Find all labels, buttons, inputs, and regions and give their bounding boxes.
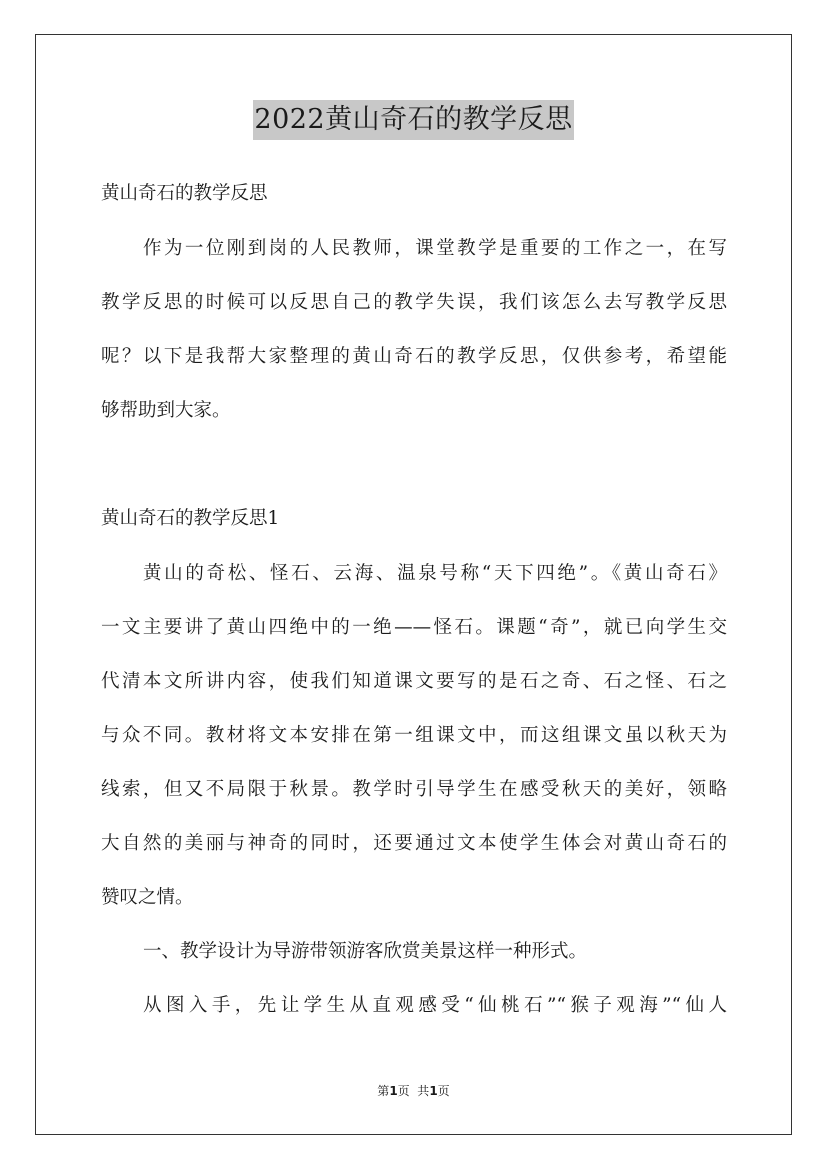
body-line: 大自然的美丽与神奇的同时，还要通过文本使学生体会对黄山奇石的 (101, 833, 727, 854)
body-line: 黄山的奇松、怪石、云海、温泉号称“天下四绝”。《黄山奇石》 (143, 563, 727, 584)
body-line: 赞叹之情。 (101, 887, 194, 908)
section-heading: 黄山奇石的教学反思1 (101, 508, 280, 529)
document-title: 2022黄山奇石的教学反思 (253, 100, 573, 140)
footer-prefix: 第 (377, 1084, 390, 1098)
title-container (0, 100, 827, 140)
intro-line: 教学反思的时候可以反思自己的教学失误，我们该怎么去写教学反思 (101, 292, 727, 313)
body-line: 一文主要讲了黄山四绝中的一绝——怪石。课题“奇”，就已向学生交 (101, 617, 727, 638)
point-line: 一、教学设计为导游带领游客欣赏美景这样一种形式。 (143, 941, 588, 962)
footer-suffix: 页 (437, 1084, 450, 1098)
body-line: 代清本文所讲内容，使我们知道课文要写的是石之奇、石之怪、石之 (101, 671, 727, 692)
intro-line: 够帮助到大家。 (101, 400, 231, 421)
body-line: 从图入手，先让学生从直观感受“仙桃石”“猴子观海”“仙人 (143, 995, 727, 1016)
intro-line: 作为一位刚到岗的人民教师，课堂教学是重要的工作之一，在写 (143, 238, 727, 259)
body-line: 线索，但又不局限于秋景。教学时引导学生在感受秋天的美好，领略 (101, 779, 727, 800)
body-line: 与众不同。教材将文本安排在第一组课文中，而这组课文虽以秋天为 (101, 725, 727, 746)
footer-page-number: 1 (389, 1084, 398, 1098)
subtitle: 黄山奇石的教学反思 (101, 183, 268, 204)
footer-middle: 页 共 (397, 1084, 430, 1098)
intro-line: 呢？以下是我帮大家整理的黄山奇石的教学反思，仅供参考，希望能 (101, 346, 727, 367)
page-footer (0, 1082, 827, 1100)
footer-total-pages: 1 (429, 1084, 438, 1098)
